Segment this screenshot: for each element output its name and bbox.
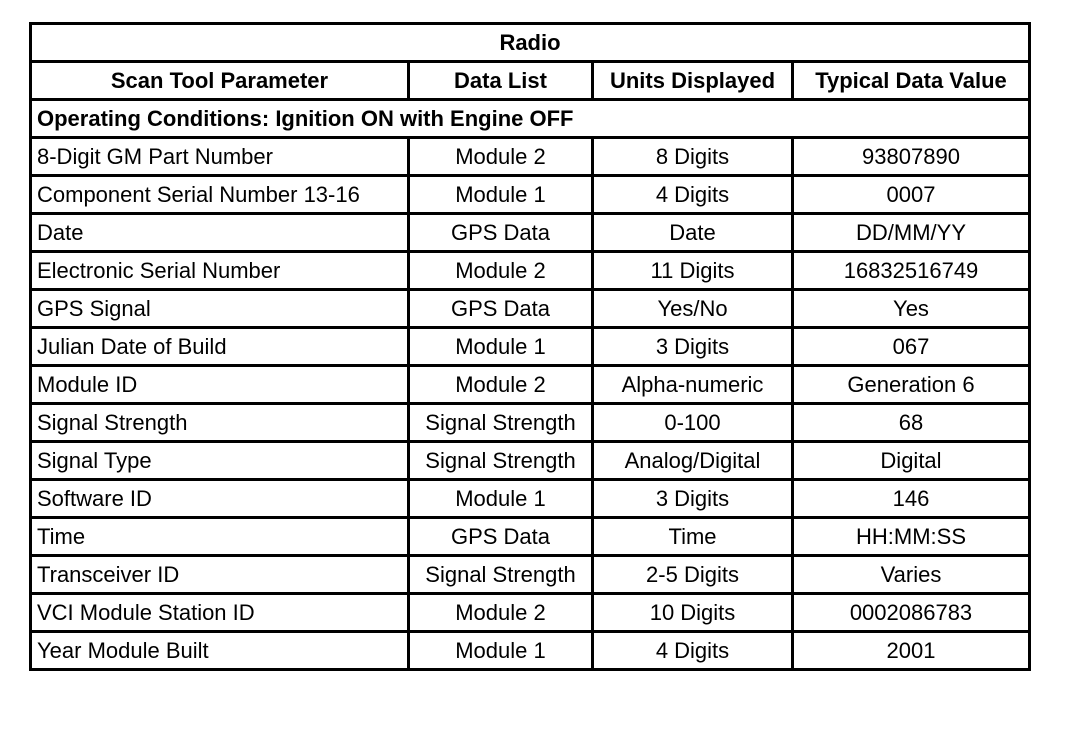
table-row xyxy=(31,556,1030,594)
parameter-cell: Electronic Serial Number xyxy=(31,252,409,290)
data-list-cell: Module 1 xyxy=(409,176,593,214)
typical-value-cell: Generation 6 xyxy=(793,366,1030,404)
header-typical-data-value: Typical Data Value xyxy=(793,62,1030,100)
header-data-list: Data List xyxy=(409,62,593,100)
table-row xyxy=(31,442,1030,480)
parameter-cell: Julian Date of Build xyxy=(31,328,409,366)
parameter-cell: Transceiver ID xyxy=(31,556,409,594)
parameter-cell: GPS Signal xyxy=(31,290,409,328)
parameter-cell: Time xyxy=(31,518,409,556)
units-cell: 4 Digits xyxy=(593,632,793,670)
units-cell: Yes/No xyxy=(593,290,793,328)
radio-data-table xyxy=(29,22,1031,671)
units-cell: Date xyxy=(593,214,793,252)
parameter-cell: Date xyxy=(31,214,409,252)
table-row xyxy=(31,404,1030,442)
data-list-cell: Module 2 xyxy=(409,138,593,176)
typical-value-cell: Digital xyxy=(793,442,1030,480)
typical-value-cell: 68 xyxy=(793,404,1030,442)
typical-value-cell: Yes xyxy=(793,290,1030,328)
data-list-cell: GPS Data xyxy=(409,290,593,328)
units-cell: 0-100 xyxy=(593,404,793,442)
units-cell: 11 Digits xyxy=(593,252,793,290)
typical-value-cell: DD/MM/YY xyxy=(793,214,1030,252)
units-cell: Alpha-numeric xyxy=(593,366,793,404)
units-cell: 2-5 Digits xyxy=(593,556,793,594)
parameter-cell: Component Serial Number 13-16 xyxy=(31,176,409,214)
data-list-cell: Module 2 xyxy=(409,252,593,290)
parameter-cell: Year Module Built xyxy=(31,632,409,670)
table-row xyxy=(31,632,1030,670)
table-title: Radio xyxy=(31,24,1030,62)
typical-value-cell: 16832516749 xyxy=(793,252,1030,290)
table-row xyxy=(31,290,1030,328)
units-cell: Analog/Digital xyxy=(593,442,793,480)
units-cell: 3 Digits xyxy=(593,480,793,518)
data-list-cell: Module 1 xyxy=(409,328,593,366)
units-cell: 3 Digits xyxy=(593,328,793,366)
data-list-cell: Module 2 xyxy=(409,594,593,632)
typical-value-cell: 0002086783 xyxy=(793,594,1030,632)
data-list-cell: GPS Data xyxy=(409,214,593,252)
data-list-cell: Signal Strength xyxy=(409,442,593,480)
data-list-cell: Module 1 xyxy=(409,480,593,518)
data-list-cell: Module 1 xyxy=(409,632,593,670)
units-cell: 10 Digits xyxy=(593,594,793,632)
header-scan-tool-parameter: Scan Tool Parameter xyxy=(31,62,409,100)
table-row xyxy=(31,176,1030,214)
data-list-cell: GPS Data xyxy=(409,518,593,556)
table-row xyxy=(31,252,1030,290)
parameter-cell: 8-Digit GM Part Number xyxy=(31,138,409,176)
typical-value-cell: 2001 xyxy=(793,632,1030,670)
parameter-cell: Signal Type xyxy=(31,442,409,480)
table-row xyxy=(31,138,1030,176)
data-list-cell: Signal Strength xyxy=(409,404,593,442)
parameter-cell: VCI Module Station ID xyxy=(31,594,409,632)
section-row xyxy=(31,100,1030,138)
table-row xyxy=(31,328,1030,366)
typical-value-cell: HH:MM:SS xyxy=(793,518,1030,556)
typical-value-cell: Varies xyxy=(793,556,1030,594)
data-list-cell: Module 2 xyxy=(409,366,593,404)
typical-value-cell: 146 xyxy=(793,480,1030,518)
units-cell: Time xyxy=(593,518,793,556)
table-row xyxy=(31,480,1030,518)
table-row xyxy=(31,366,1030,404)
table-body xyxy=(31,100,1030,670)
operating-conditions-label: Operating Conditions: Ignition ON with Engine OFF xyxy=(31,100,1030,138)
parameter-cell: Module ID xyxy=(31,366,409,404)
typical-value-cell: 93807890 xyxy=(793,138,1030,176)
typical-value-cell: 0007 xyxy=(793,176,1030,214)
title-row xyxy=(31,24,1030,62)
data-list-cell: Signal Strength xyxy=(409,556,593,594)
table-row xyxy=(31,518,1030,556)
units-cell: 8 Digits xyxy=(593,138,793,176)
parameter-cell: Signal Strength xyxy=(31,404,409,442)
header-units-displayed: Units Displayed xyxy=(593,62,793,100)
parameter-cell: Software ID xyxy=(31,480,409,518)
table-row xyxy=(31,214,1030,252)
header-row xyxy=(31,62,1030,100)
units-cell: 4 Digits xyxy=(593,176,793,214)
table-row xyxy=(31,594,1030,632)
typical-value-cell: 067 xyxy=(793,328,1030,366)
